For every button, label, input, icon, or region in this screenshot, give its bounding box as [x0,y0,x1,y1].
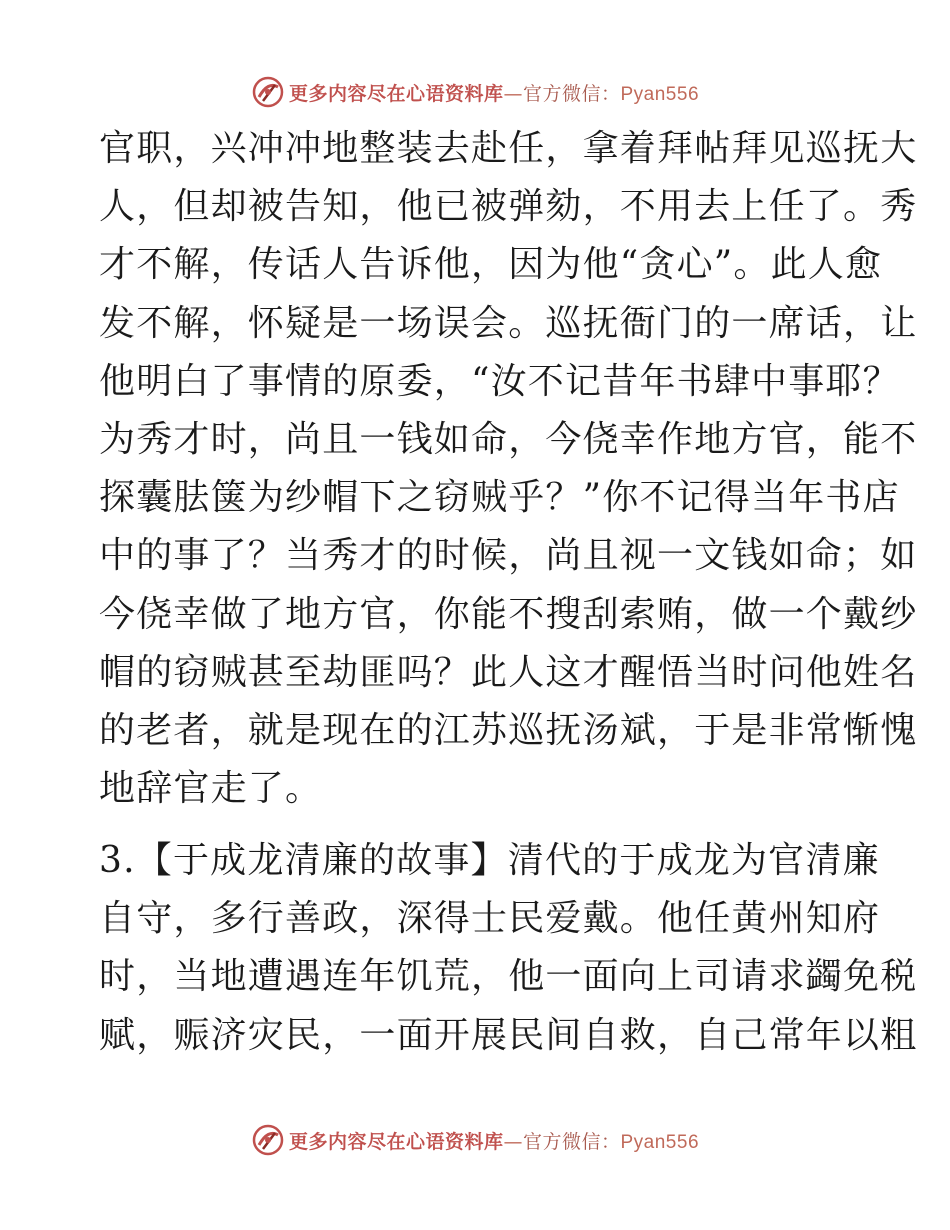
header-banner-text [289,79,699,106]
section-3-title: 【于成龙清廉的故事】 [135,840,508,882]
body-line: 的老者，就是现在的江苏巡抚汤斌，于是非常惭愧 [99,709,918,751]
section-3-number: 3. [99,840,136,882]
footer-dash: — [503,1130,523,1153]
section-3-first-line: 清代的于成龙为官清廉 [507,840,880,882]
body-line: 中的事了？当秀才的时候，尚且视一文钱如命；如 [99,535,918,577]
body-line: 才不解，传话人告诉他，因为他“贪心”。此人愈 [99,244,883,286]
paragraph-gap [99,818,859,832]
section-3-heading-line [99,832,880,890]
header-wechat-id: Pyan556 [620,83,700,105]
body-line: 他明白了事情的原委，“汝不记昔年书肆中事耶？ [99,360,900,402]
logo-icon [251,1123,285,1157]
body-line: 为秀才时，尚且一钱如命，今侥幸作地方官，能不 [99,418,918,460]
header-wechat-label: 官方微信： [522,82,621,105]
body-line: 发不解，怀疑是一场误会。巡抚衙门的一席话，让 [99,302,918,344]
body-line: 地辞官走了。 [99,768,323,810]
body-line: 官职，兴冲冲地整装去赴任，拿着拜帖拜见巡抚大 [99,128,918,169]
document-body [99,120,918,1065]
body-line: 人，但却被告知，他已被弹劾，不用去上任了。秀 [99,186,918,228]
section-3-line: 自守，多行善政，深得士民爱戴。他任黄州知府 [99,898,881,940]
logo-icon [251,75,285,109]
footer-wechat-id: Pyan556 [620,1131,700,1153]
footer-banner [0,1120,950,1160]
header-dash: — [503,82,523,105]
section-3-line: 时，当地遭遇连年饥荒，他一面向上司请求蠲免税 [99,956,918,998]
header-site-text: 更多内容尽在心语资料库 [288,82,504,105]
body-line: 探囊胠箧为纱帽下之窃贼乎？”你不记得当年书店 [99,477,900,519]
body-line: 帽的窃贼甚至劫匪吗？此人这才醒悟当时问他姓名 [99,651,918,693]
footer-banner-text [289,1127,699,1154]
footer-wechat-label: 官方微信： [522,1130,621,1153]
section-3-line: 赋，赈济灾民，一面开展民间自救，自己常年以粗 [99,1014,918,1056]
header-banner [0,72,950,112]
footer-site-text: 更多内容尽在心语资料库 [288,1130,504,1153]
body-line: 今侥幸做了地方官，你能不搜刮索贿，做一个戴纱 [99,593,918,635]
